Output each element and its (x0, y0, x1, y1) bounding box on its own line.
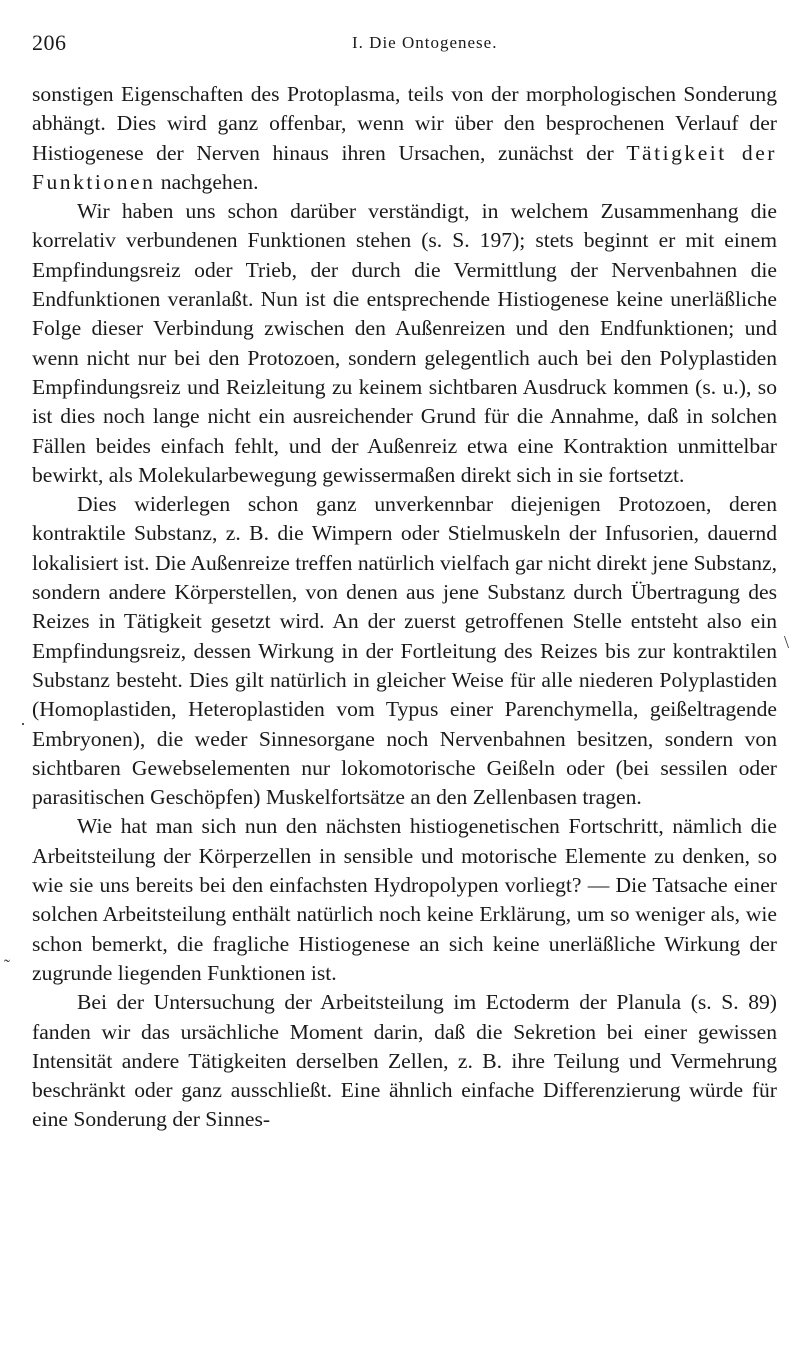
paragraph: Wir haben uns schon darüber verständigt, in welchem Zusammenhang die korrelativ verbundenen Funktionen stehen (s. S. 197); stets beginnt er mit einem Empfindungsreiz oder Trieb, der durch die Vermittlung der Nervenbahnen die Endfunktionen veranlaßt. Nun ist die entsprechende Histiogenese keine unerläßliche Folge dieser Verbindung zwischen den Außenreizen und den Endfunktionen; und wenn nicht nur bei den Protozoen, sondern gelegentlich auch bei den Polyplastiden Empfindungsreiz und Reizleitung zu keinem sichtbaren Ausdruck kommen (s. u.), so ist dies noch lange nicht ein ausreichender Grund für die Annahme, daß in solchen Fällen beides einfach fehlt, und der Außenreiz etwa eine Kontraktion unmittelbar bewirkt, als Molekularbewegung gewissermaßen direkt sich in sie fortsetzt. (32, 199, 777, 487)
paragraph: Wie hat man sich nun den nächsten histiogenetischen Fortschritt, nämlich die Arbeitsteilung der Körperzellen in sensible und motorische Elemente zu denken, so wie sie uns bereits bei den einfachsten Hydropolypen vorliegt? — Die Tatsache einer solchen Arbeitsteilung enthält natürlich noch keine Erklärung, um so weniger als, wie schon bemerkt, die fragliche Histiogenese an sich keine unerläßliche Wirkung der zugrunde liegenden Funktionen ist. (32, 814, 777, 985)
paragraph-text: nachgehen. (155, 169, 259, 194)
paragraph-continuation (32, 80, 777, 197)
margin-mark: ˜ (4, 956, 10, 976)
paragraph: Bei der Untersuchung der Arbeitsteilung im Ectoderm der Planula (s. S. 89) fanden wir das ursächliche Moment darin, daß die Sekretion bei einer gewissen Intensität andere Tätigkeiten derselben Zellen, z. B. ihre Teilung und Vermehrung beschränkt oder ganz ausschließt. Eine ähnlich einfache Differenzierung würde für eine Sonderung der Sinnes- (32, 990, 777, 1132)
running-head: I. Die Ontogenese. (352, 33, 498, 52)
margin-mark: · (20, 714, 26, 734)
paragraph-text: sonstigen Eigenschaften des Protoplasma, teils von der morphologischen Sonderung abhängt. Dies wird ganz offenbar, wenn wir über den besprochenen Verlauf der Histiogenese der Nerven hinaus ihren Ursachen, zunächst der (32, 82, 777, 165)
margin-mark: \ (784, 632, 790, 652)
page-number: 206 (32, 30, 67, 55)
paragraph: Dies widerlegen schon ganz unverkennbar diejenigen Protozoen, deren kontraktile Substanz, z. B. die Wimpern oder Stielmuskeln der Infusorien, dauernd lokalisiert ist. Die Außenreize treffen natürlich vielfach gar nicht direkt jene Substanz, sondern andere Körperstellen, von denen aus jene Substanz durch Übertragung des Reizes in Tätigkeit gesetzt wird. An der zuerst getroffenen Stelle entsteht also ein Empfindungsreiz, dessen Wirkung in der Fortleitung des Reizes bis zur kontraktilen Substanz besteht. Dies gilt natürlich in gleicher Weise für alle niederen Polyplastiden (Homoplastiden, Heteroplastiden vom Typus einer Parenchymella, geißeltragende Embryonen), die weder Sinnesorgane noch Nervenbahnen besitzen, sondern von sichtbaren Gewebselementen nur lokomotorische Geißeln oder (bei sessilen oder parasitischen Geschöpfen) Muskelfortsätze an den Zellenbasen tragen. (32, 492, 777, 810)
spaced-emphasis: Tätigkeit der Funktionen (32, 140, 777, 194)
body-text (32, 80, 777, 1135)
page-header (32, 30, 770, 60)
